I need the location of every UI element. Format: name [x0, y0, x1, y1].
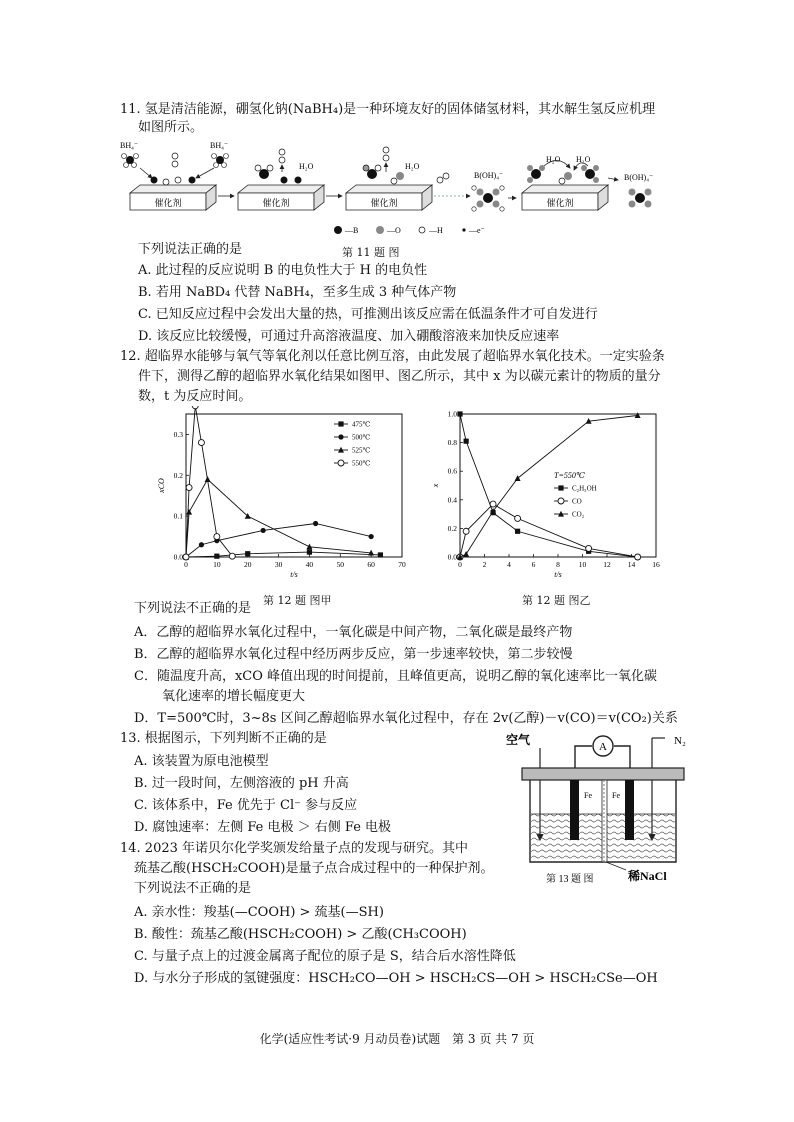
x-tick-label: 14 [627, 560, 636, 569]
y-tick-label: 0.0 [447, 552, 457, 562]
fe-label-left: Fe [584, 791, 592, 800]
legend-label: 550℃ [352, 459, 371, 468]
chart-annotation: T=550℃ [554, 471, 585, 480]
legend-h: —H [429, 226, 443, 235]
q12-option-a: A．乙醇的超临界水氧化过程中，一氧化碳是中间产物，二氧化碳是最终产物 [134, 625, 573, 640]
data-point-1 [313, 521, 318, 526]
y-tick-label: 0.6 [447, 466, 457, 476]
q12-stem-line1: 12. 超临界水能够与氧气等氧化剂以任意比例互溶，由此发展了超临界水氧化技术。一定实验条 [120, 349, 665, 364]
catalyst-block-1 [130, 185, 216, 210]
legend-b: —B [345, 226, 359, 235]
data-point-1 [635, 554, 641, 560]
q13-option-d: D. 腐蚀速率：左侧 Fe 电极 ＞ 右侧 Fe 电极 [134, 820, 392, 835]
q14-question: 下列说法不正确的是 [134, 881, 252, 896]
chart-figure-b [430, 406, 666, 594]
q12-stem-line2: 件下，测得乙醇的超临界水氧化结果如图甲、图乙所示，其中 x 为以碳元素计的物质的量分 [138, 369, 661, 384]
h2o-label-4: H₂O [576, 155, 591, 164]
legend-o: —O [387, 226, 401, 235]
air-label: 空气 [506, 733, 531, 747]
bh4-cluster-left [122, 154, 139, 168]
legend-label: CO₂ [572, 510, 585, 519]
q13-cell-diagram [500, 728, 700, 888]
x-tick-label: 50 [336, 560, 345, 569]
catalyst-block-4 [522, 185, 608, 210]
q14-stem-line2: 巯基乙酸(HSCH₂COOH)是量子点合成过程中的一种保护剂。 [134, 861, 494, 876]
q14-option-b: B. 酸性：巯基乙酸(HSCH₂COOH) > 乙酸(CH₃COOH) [134, 927, 467, 942]
x-tick-label: 20 [243, 560, 252, 569]
data-point-3 [229, 553, 235, 559]
nacl-label: 稀NaCl [628, 869, 667, 883]
y-tick-label: 0.4 [447, 495, 457, 505]
y-axis-label: x [431, 483, 440, 488]
x-axis-label: t/s [554, 570, 562, 579]
free-h2-molecule [437, 173, 449, 183]
boh4-label-right: B(OH)₄⁻ [624, 173, 654, 182]
surface-atoms-1 [140, 153, 214, 185]
x-tick-label: 16 [652, 560, 660, 569]
catalyst-label-3: 催化剂 [370, 198, 398, 208]
surface-atoms-2 [255, 149, 302, 184]
legend-label: 475℃ [352, 420, 371, 429]
bh4-label-left: BH₄⁻ [120, 141, 139, 150]
q12-option-b: B．乙醇的超临界水氧化过程中经历两步反应，第一步速率较快，第二步较慢 [134, 647, 573, 662]
data-point-1 [369, 534, 374, 539]
q11-stem-line1: 11. 氢是清洁能源，硼氢化钠(NaBH₄)是一种环境友好的固体储氢材料，其水解生氢反应机理 [120, 102, 656, 117]
data-point-1 [515, 515, 521, 521]
data-point-2 [635, 412, 641, 418]
n2-label: N₂ [674, 735, 686, 747]
q13-option-c: C. 该体系中，Fe 优先于 Cl⁻ 参与反应 [134, 798, 358, 813]
q12-caption-b: 第 12 题 图乙 [522, 594, 591, 607]
bh4-label-right: BH₄⁻ [210, 141, 229, 150]
x-tick-label: 10 [578, 560, 587, 569]
q12-question: 下列说法不正确的是 [134, 601, 252, 616]
q11-legend [334, 226, 485, 235]
data-point-3 [198, 440, 204, 446]
data-point-0 [378, 552, 383, 557]
x-tick-label: 12 [603, 560, 611, 569]
q12-caption-a: 第 12 题 图甲 [263, 594, 332, 607]
x-tick-label: 4 [507, 560, 511, 569]
data-point-0 [307, 549, 312, 554]
footer-page: 第 3 页 共 7 页 [452, 1032, 535, 1046]
h2o-label-1: H₂O [299, 162, 314, 171]
data-point-0 [457, 411, 462, 416]
data-point-0 [515, 529, 520, 534]
y-tick-label: 0.2 [447, 523, 457, 533]
legend-marker [558, 485, 563, 490]
boh4-cluster [472, 186, 504, 211]
q13-stem: 13. 根据图示，下列判断不正确的是 [120, 731, 327, 746]
data-point-1 [586, 545, 592, 551]
data-point-3 [192, 406, 198, 409]
q12-option-c-cont: 氧化速率的增长幅度更大 [162, 689, 306, 704]
bh4-cluster-right [212, 154, 229, 168]
catalyst-label-4: 催化剂 [546, 198, 574, 208]
q14-option-a: A. 亲水性：羧基(—COOH) > 巯基(—SH) [134, 905, 384, 920]
q11-mechanism-diagram [118, 138, 678, 243]
x-tick-label: 60 [367, 560, 375, 569]
q12-stem-line3: 数，t 为反应时间。 [138, 389, 252, 404]
legend-label: 500℃ [352, 433, 371, 442]
x-axis-label: t/s [290, 570, 298, 579]
legend-marker [558, 498, 564, 504]
x-tick-label: 0 [184, 560, 188, 569]
data-point-2 [463, 551, 469, 557]
series-line-2 [460, 415, 638, 557]
x-tick-label: 70 [398, 560, 406, 569]
q14-stem-line1: 14. 2023 年诺贝尔化学奖颁发给量子点的发现与研究。其中 [120, 841, 469, 856]
q14-option-c: C. 与量子点上的过渡金属离子配位的原子是 S，结合后水溶性降低 [134, 949, 516, 964]
legend-marker [338, 434, 343, 439]
ammeter-label: A [599, 741, 607, 753]
q12-option-d: D．T=500℃时，3~8s 区间乙醇超临界水氧化过程中，存在 2v(乙醇)－v(CO)＝v(CO₂)关系 [134, 711, 678, 726]
fe-electrode-left [570, 780, 579, 840]
x-tick-label: 30 [274, 560, 283, 569]
y-tick-label: 0.8 [447, 438, 457, 448]
q13-option-b: B. 过一段时间，左侧溶液的 pH 升高 [134, 776, 349, 791]
y-tick-label: 0.1 [173, 511, 183, 521]
data-point-0 [464, 439, 469, 444]
q11-option-d: D. 该反应比较缓慢，可通过升高溶液温度、加入硼酸溶液来加快反应速率 [138, 329, 560, 344]
surface-atoms-3 [363, 147, 404, 184]
catalyst-label-2: 催化剂 [262, 198, 290, 208]
series-line-1 [186, 523, 371, 557]
legend-marker [338, 421, 343, 426]
x-tick-label: 8 [556, 560, 560, 569]
chart-figure-a [156, 406, 410, 594]
data-point-0 [245, 551, 250, 556]
y-tick-label: 1.0 [447, 409, 457, 419]
q13-option-a: A. 该装置为原电池模型 [134, 754, 269, 769]
catalyst-block-2 [238, 185, 324, 210]
fe-electrode-right [625, 780, 634, 840]
x-tick-label: 6 [531, 560, 536, 569]
q11-option-b: B. 若用 NaBD₄ 代替 NaBH₄，至多生成 3 种气体产物 [138, 285, 457, 300]
fe-label-right: Fe [612, 791, 620, 800]
q11-option-c: C. 已知反应过程中会发出大量的热，可推测出该反应需在低温条件才可自发进行 [138, 307, 598, 322]
q14-option-d: D. 与水分子形成的氢键强度：HSCH₂CO—OH > HSCH₂CS—OH > HSCH₂CSe—OH [134, 971, 658, 986]
data-point-3 [214, 534, 220, 540]
q11-caption: 第 11 题 图 [342, 246, 400, 259]
legend-label: 525℃ [352, 446, 371, 455]
q11-option-a: A. 此过程的反应说明 B 的电负性大于 H 的电负性 [138, 263, 428, 278]
boh4-cluster-right [629, 189, 652, 208]
y-tick-label: 0.3 [173, 429, 183, 439]
series-line-1 [460, 504, 638, 557]
q11-stem-line2: 如图所示。 [138, 120, 204, 135]
x-tick-label: 10 [213, 560, 221, 569]
data-point-0 [214, 554, 219, 559]
legend-marker [338, 460, 344, 466]
footer-title: 化学(适应性考试·9 月动员卷)试题 [259, 1032, 441, 1046]
x-tick-label: 2 [482, 560, 487, 569]
data-point-2 [186, 509, 192, 515]
boh4-label: B(OH)₄⁻ [474, 171, 504, 180]
page-footer [0, 1030, 794, 1047]
data-point-1 [463, 528, 469, 534]
y-tick-label: 0.2 [173, 470, 183, 480]
data-point-2 [515, 475, 521, 481]
q12-option-c: C．随温度升高，xCO 峰值出现的时间提前，且峰值更高，说明乙醇的氧化速率比一氧化碳 [134, 669, 658, 684]
catalyst-block-3 [346, 185, 432, 210]
data-point-3 [186, 485, 192, 491]
y-axis-label: xCO [157, 478, 166, 493]
data-point-1 [199, 542, 204, 547]
data-point-1 [490, 501, 496, 507]
legend-label: CO [572, 497, 582, 506]
data-point-1 [261, 528, 266, 533]
catalyst-label-1: 催化剂 [154, 198, 182, 208]
y-tick-label: 0.0 [173, 552, 183, 562]
series-line-0 [460, 414, 638, 557]
q11-question: 下列说法正确的是 [138, 242, 243, 257]
x-tick-label: 0 [458, 560, 462, 569]
h2o-label-3: H₂O [546, 155, 561, 164]
legend-label: C₂H₅OH [572, 484, 597, 493]
legend-e: —e⁻ [469, 226, 485, 235]
data-point-2 [306, 544, 312, 550]
data-point-3 [183, 554, 189, 560]
q13-caption: 第 13 题 图 [546, 874, 594, 885]
x-tick-label: 40 [305, 560, 314, 569]
h2o-label-2: H₂O [405, 162, 420, 171]
